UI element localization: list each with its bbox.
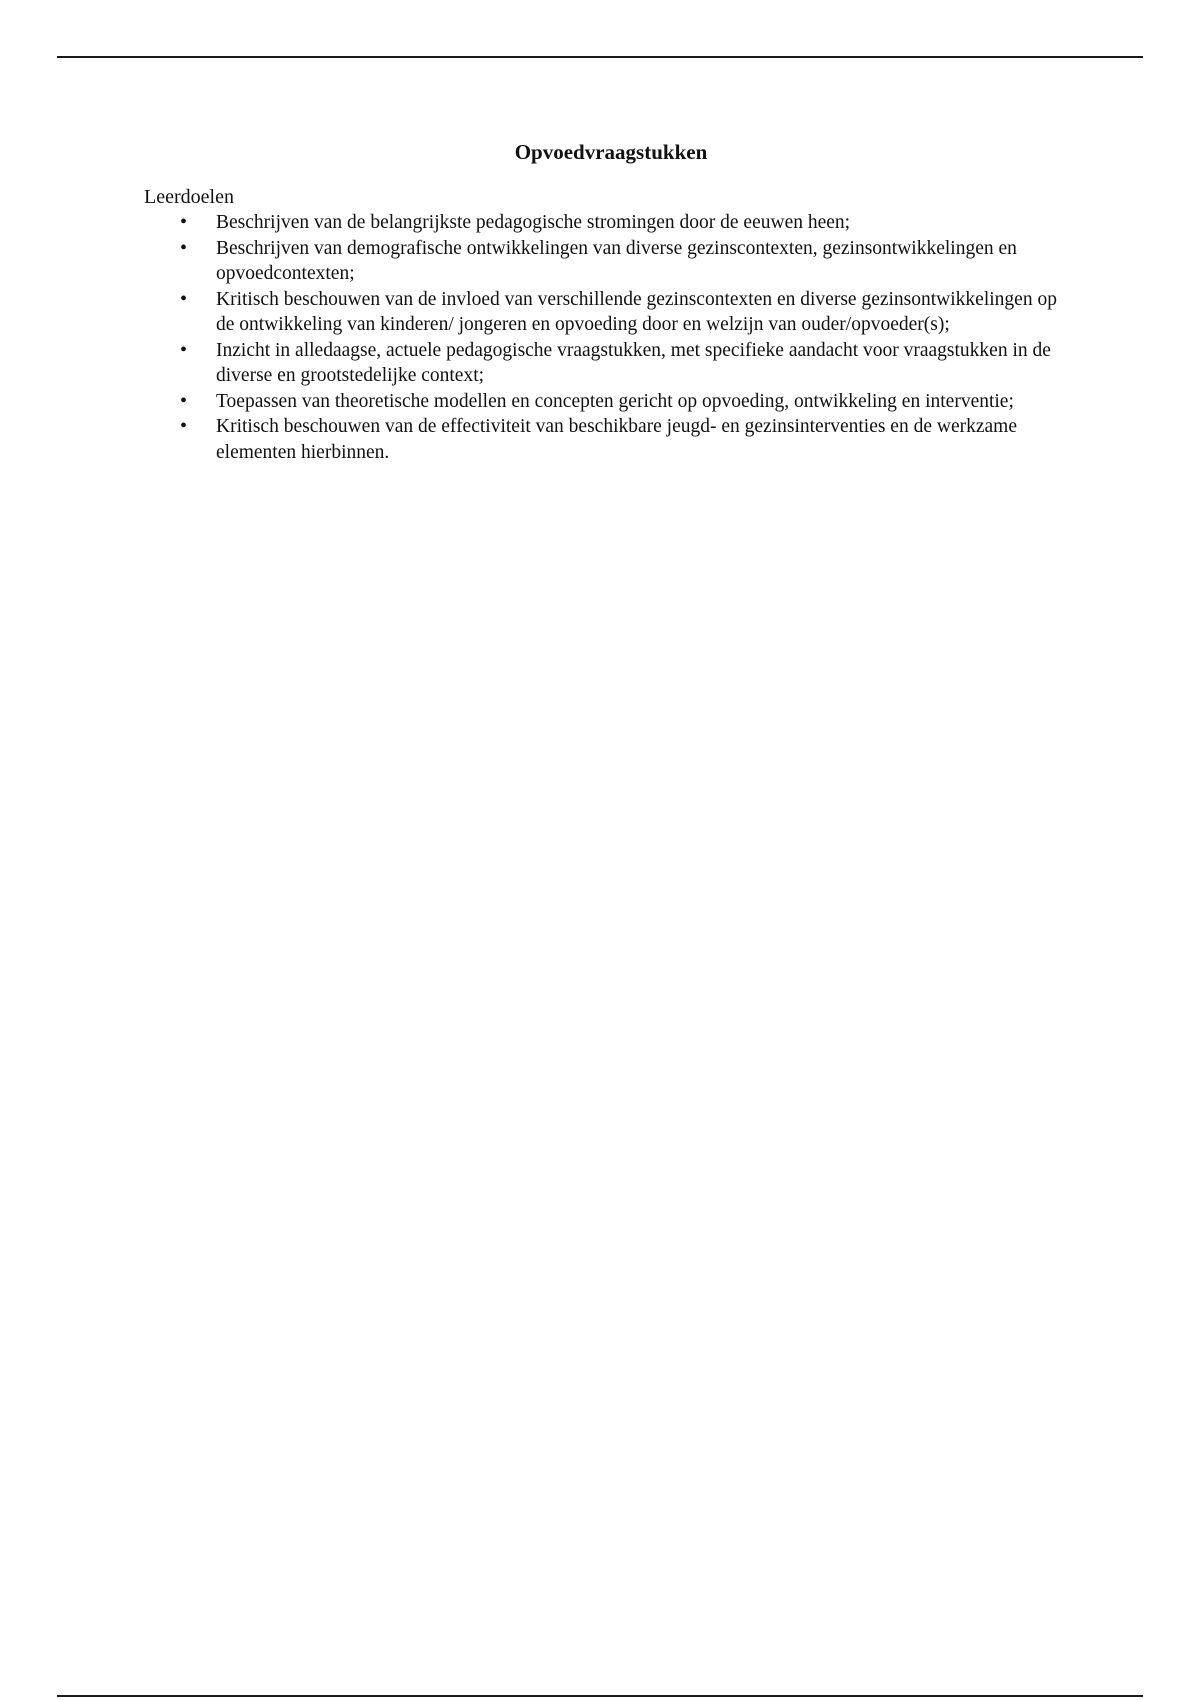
- list-item: [144, 287, 1064, 338]
- list-item-text: Beschrijven van demografische ontwikkelingen van diverse gezinscontexten, gezinsontwikkelingen en opvoedcontexten;: [216, 237, 1017, 284]
- list-item-text: Kritisch beschouwen van de effectiviteit van beschikbare jeugd- en gezinsinterventies en de werkzame elementen hierbinnen.: [216, 416, 1017, 463]
- header-rule: [57, 56, 1143, 58]
- section-heading: Leerdoelen: [144, 186, 234, 208]
- document-title: Opvoedvraagstukken: [514, 140, 708, 164]
- list-item-text: Inzicht in alledaagse, actuele pedagogische vraagstukken, met specifieke aandacht voor vraagstukken in de diverse en grootstedelijke context;: [216, 339, 1051, 386]
- list-item-text: Kritisch beschouwen van de invloed van verschillende gezinscontexten en diverse gezinsontwikkelingen op de ontwikkeling van kinderen/ jongeren en opvoeding door en welzijn van ouder/opvoeder(s);: [216, 288, 1057, 335]
- list-item: [144, 236, 1064, 287]
- footer-rule: [57, 1695, 1143, 1697]
- list-item: [144, 210, 1064, 236]
- list-item-text: Toepassen van theoretische modellen en concepten gericht op opvoeding, ontwikkeling en interventie;: [216, 390, 1014, 412]
- list-item: [144, 389, 1064, 415]
- bullet-icon: •: [180, 287, 188, 310]
- bullet-icon: •: [180, 389, 188, 412]
- list-item: [144, 414, 1064, 465]
- bullet-icon: •: [180, 236, 188, 259]
- bullet-icon: •: [180, 211, 188, 233]
- document-body: [144, 140, 1064, 465]
- list-item-text: Beschrijven van de belangrijkste pedagogische stromingen door de eeuwen heen;: [216, 212, 851, 233]
- list-item: [144, 338, 1064, 389]
- bullet-icon: •: [180, 415, 188, 437]
- bullet-icon: •: [180, 338, 188, 361]
- objectives-list: [144, 210, 1064, 465]
